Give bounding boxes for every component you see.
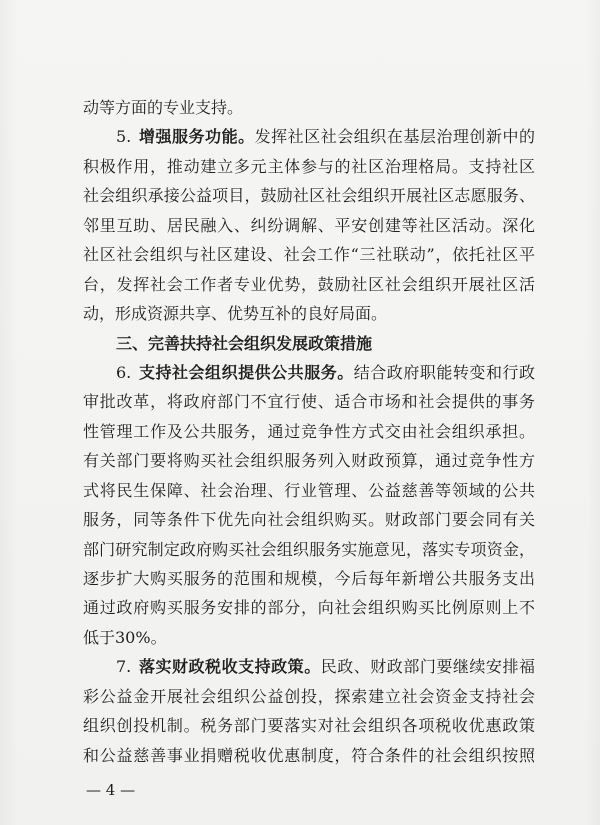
item-7-number: 7. bbox=[116, 657, 132, 677]
item-5-text: 发挥社区社会组织在基层治理创新中的 bbox=[254, 127, 535, 147]
item-6-line: 部门研究制定政府购买社会组织服务实施意见，落实专项资金， bbox=[83, 539, 535, 559]
page-number: — 4 — bbox=[86, 781, 136, 799]
item-5-line: 台，发挥社会工作者专业优势，鼓励社区社会组织开展社区活 bbox=[83, 274, 535, 294]
item-5-title: 增强服务功能。 bbox=[138, 127, 255, 147]
section-heading: 三、完善扶持社会组织发展政策措施 bbox=[116, 333, 373, 353]
body-text bbox=[83, 93, 535, 770]
item-7-first-line bbox=[83, 652, 535, 681]
item-6-line: 性管理工作及公共服务，通过竞争性方式交由社会组织承担。 bbox=[83, 421, 535, 441]
item-7-title: 落实财政税收支持政策。 bbox=[138, 657, 321, 677]
item-6-text: 结合政府职能转变和行政 bbox=[353, 362, 535, 382]
item-5-line: 社区社会组织与社区建设、社会工作“三社联动”，依托社区平 bbox=[83, 245, 535, 265]
item-5-line: 社会组织承接公益项目，鼓励社区社会组织开展社区志愿服务、 bbox=[83, 186, 535, 206]
item-5-first-line bbox=[83, 122, 535, 151]
item-6-line: 低于30%。 bbox=[83, 627, 167, 647]
item-6-title: 支持社会组织提供公共服务。 bbox=[138, 362, 354, 382]
item-6-line: 式将民生保障、社会治理、行业管理、公益慈善等领域的公共 bbox=[83, 480, 535, 500]
item-7-text: 民政、财政部门要继续安排福 bbox=[320, 657, 535, 677]
item-7-line: 和公益慈善事业捐赠税收优惠制度，符合条件的社会组织按照 bbox=[83, 745, 535, 765]
item-6-first-line bbox=[83, 358, 535, 387]
item-6-line: 服务，同等条件下优先向社会组织购买。财政部门要会同有关 bbox=[83, 510, 535, 530]
item-5-line: 积极作用，推动建立多元主体参与的社区治理格局。支持社区 bbox=[83, 156, 535, 176]
item-5-number: 5. bbox=[116, 127, 132, 147]
item-6-number: 6. bbox=[116, 362, 132, 382]
item-7-line: 彩公益金开展社会组织公益创投，探索建立社会资金支持社会 bbox=[83, 686, 535, 706]
item-6-line: 审批改革，将政府部门不宜行使、适合市场和社会提供的事务 bbox=[83, 392, 535, 412]
item-6-line: 有关部门要将购买社会组织服务列入财政预算，通过竞争性方 bbox=[83, 451, 535, 471]
item-6-line: 逐步扩大购买服务的范围和规模，今后每年新增公共服务支出 bbox=[83, 569, 535, 588]
item-7-line: 组织创投机制。税务部门要落实对社会组织各项税收优惠政策 bbox=[83, 716, 535, 736]
item-6-line: 通过政府购买服务安排的部分，向社会组织购买比例原则上不 bbox=[83, 598, 535, 618]
item-5-line: 动，形成资源共享、优势互补的良好局面。 bbox=[83, 304, 388, 324]
item-5-line: 邻里互助、居民融入、纠纷调解、平安创建等社区活动。深化 bbox=[83, 215, 535, 235]
continued-text-line: 动等方面的专业支持。 bbox=[83, 98, 244, 117]
